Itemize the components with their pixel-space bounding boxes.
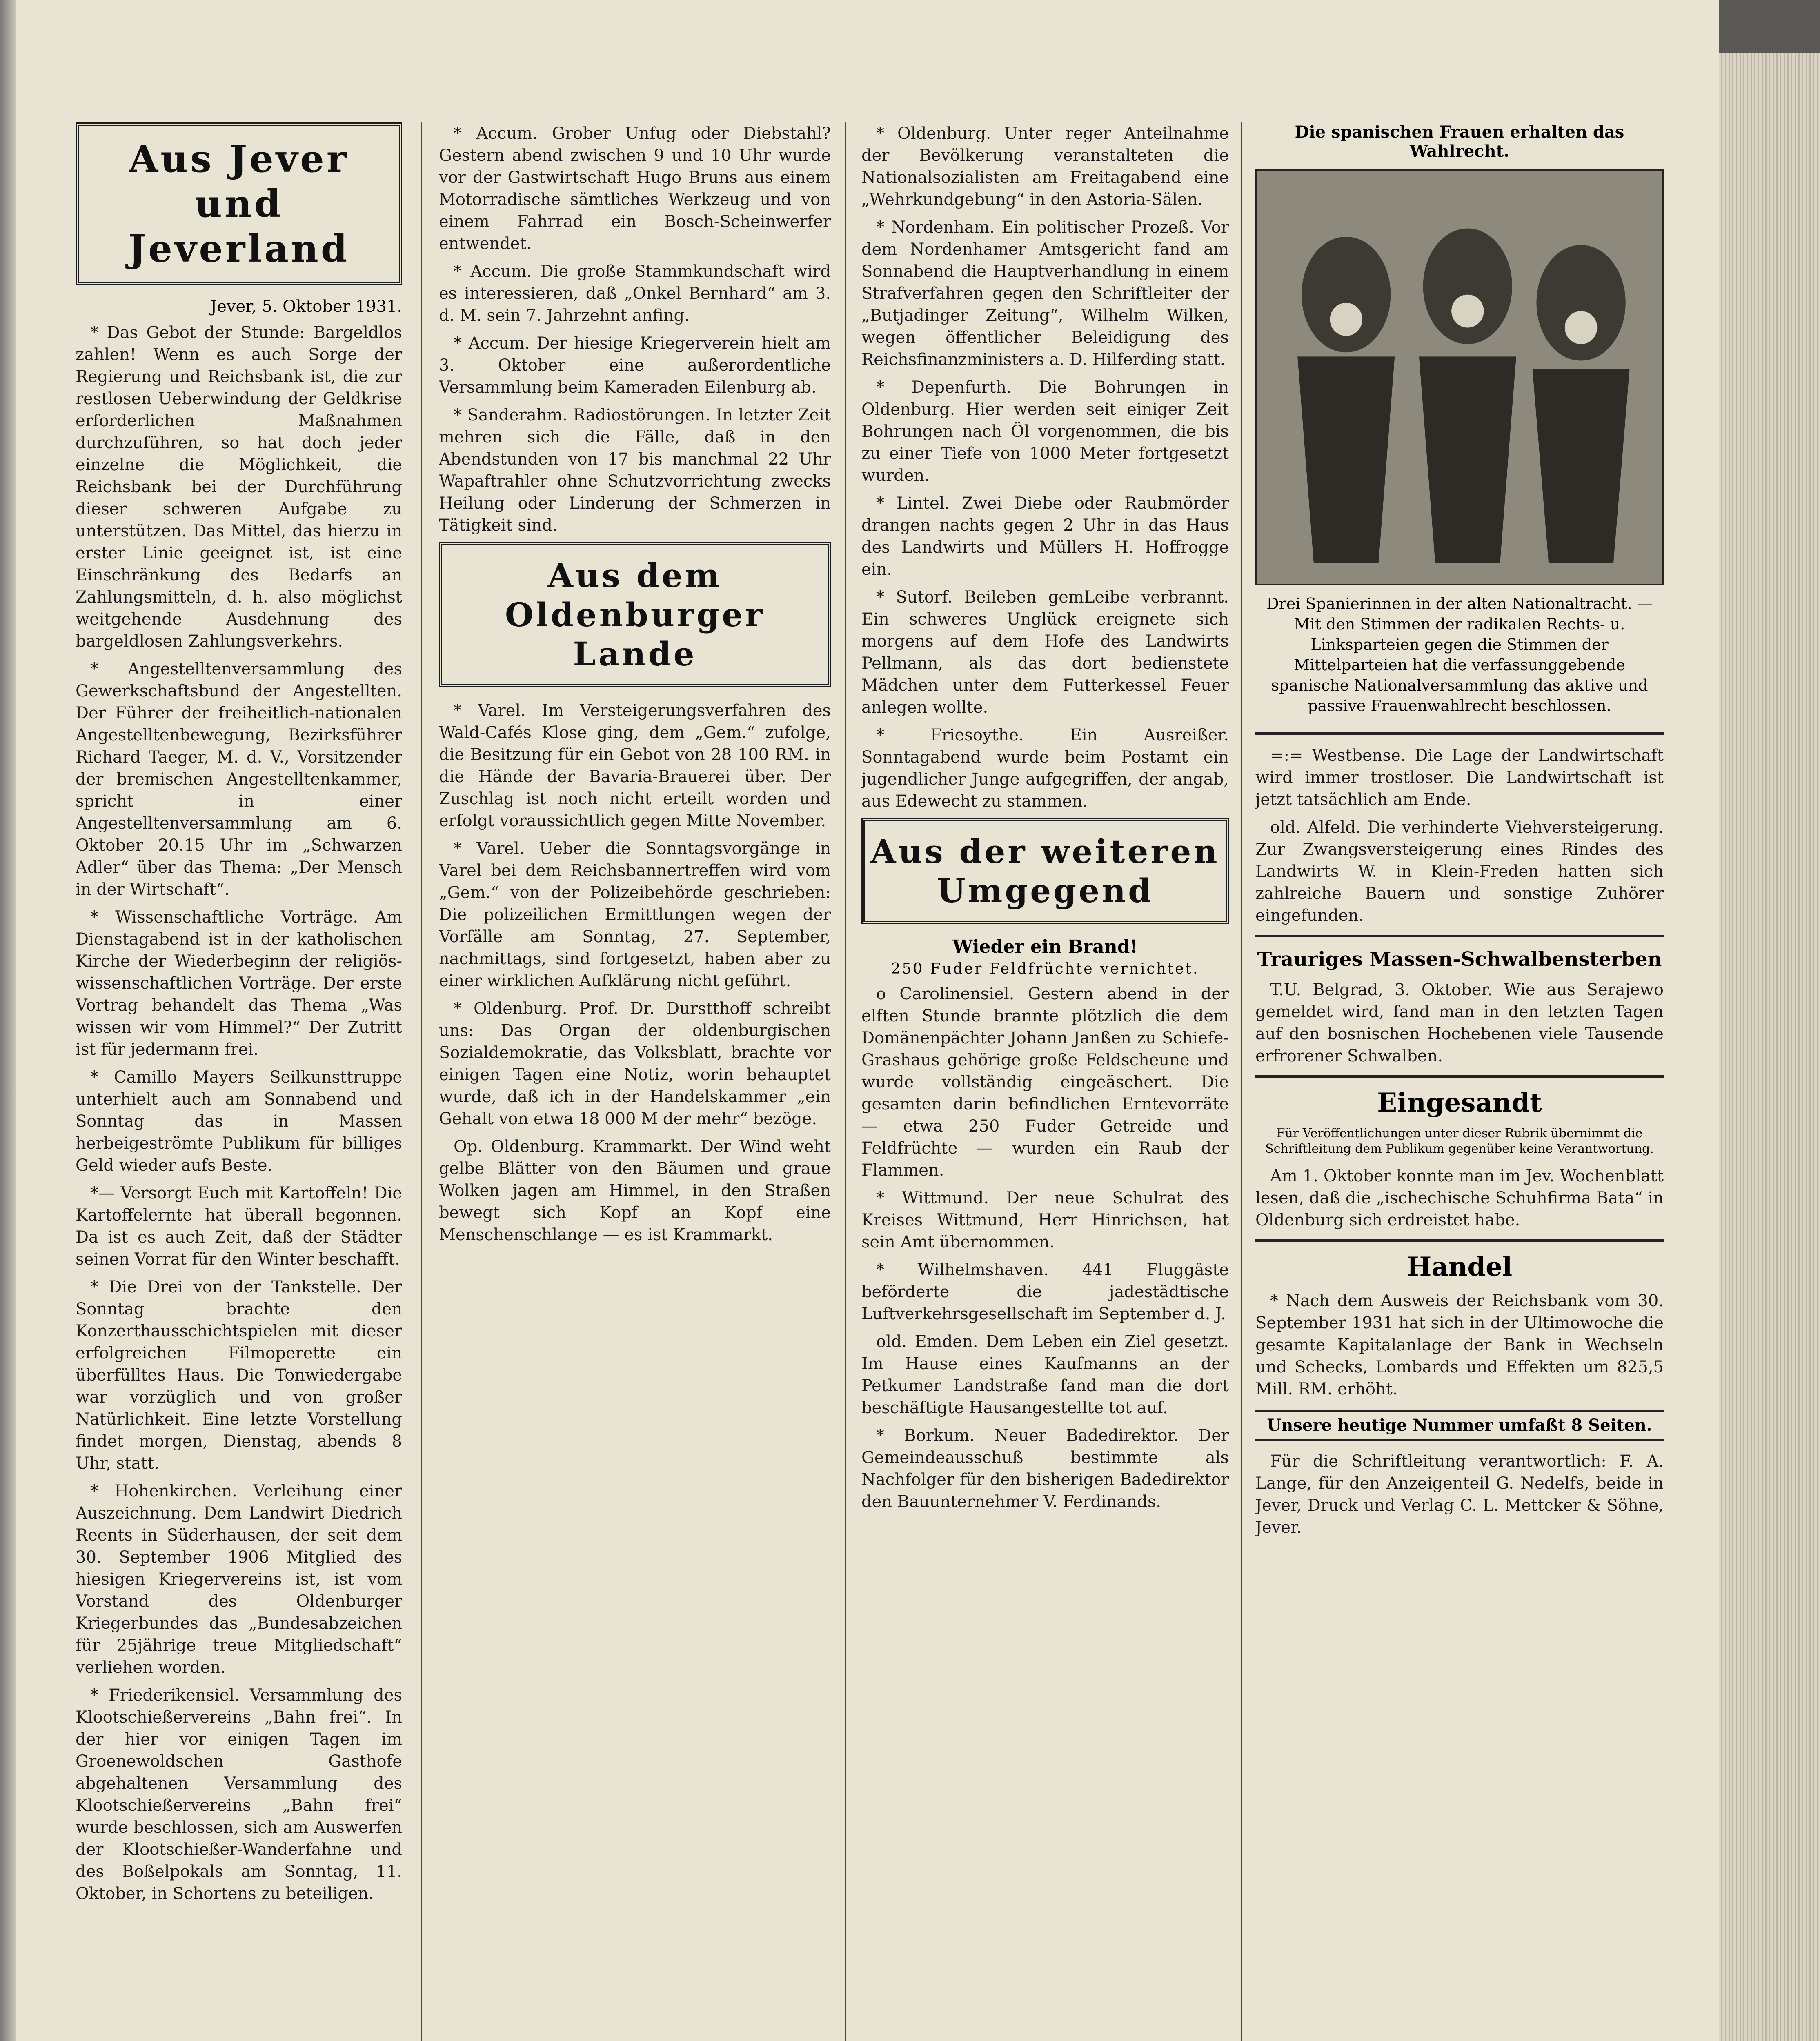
article: * Varel. Im Versteigerungsverfahren des Wald-Cafés Klose ging, dem „Gem.“ zufolge, die Besitzung für ein Gebot von 28 100 RM. in die Hände der Bavaria-Brauerei über. Der Zuschlag ist noch nicht erteilt worden und erfolgt voraussichtlich gegen Mitte November. — [439, 701, 831, 830]
column-2 — [439, 122, 831, 2041]
article: * Friesoythe. Ein Ausreißer. Sonntagabend wurde beim Postamt ein jugendlicher Junge aufgegriffen, der angab, aus Edewecht zu stammen. — [861, 726, 1229, 811]
article: * Die Drei von der Tankstelle. Der Sonntag brachte den Konzerthausschichtspielen mit dieser erfolgreichen Filmoperette ein überfülltes Haus. Die Tonwiedergabe war vorzüglich und von großer Natürlichkeit. Eine letzte Vorstellung findet morgen, Dienstag, abends 8 Uhr, statt. — [76, 1278, 402, 1473]
photo-title: Die spanischen Frauen erhalten das Wahlrecht. — [1295, 122, 1624, 161]
divider — [1255, 732, 1664, 735]
article: * Nach dem Ausweis der Reichsbank vom 30. September 1931 hat sich in der Ultimowoche die gesamte Kapitalanlage der Bank in Wechseln und Schecks, Lombards und Effekten um 825,5 Mill. RM. erhöht. — [1255, 1292, 1664, 1398]
column-3 — [861, 122, 1229, 2041]
article: * Friederikensiel. Versammlung des Klootschießervereins „Bahn frei“. In der hier vor einigen Tagen im Groenewoldschen Gasthofe abgehaltenen Versammlung des Klootschießervereins „Bahn frei“ wurde beschlossen, sich am Auswerfen der Klootschießer-Wanderfahne und des Boßelpokals am Sonntag, 11. Oktober, in Schortens zu beteiligen. — [76, 1686, 402, 1903]
column-1 — [76, 122, 402, 2041]
article: * Lintel. Zwei Diebe oder Raubmörder drangen nachts gegen 2 Uhr in das Haus des Landwirts und Müllers H. Hoffrogge ein. — [861, 494, 1229, 579]
article: Op. Oldenburg. Krammarkt. Der Wind weht gelbe Blätter von den Bäumen und graue Wolken jagen am Himmel, in den Straßen bewegt sich Kopf an Kopf eine Menschenschlange — es ist Krammarkt. — [439, 1137, 831, 1244]
article: * Accum. Der hiesige Kriegerverein hielt am 3. Oktober eine außerordentliche Versammlung beim Kameraden Eilenburg ab. — [439, 334, 831, 397]
article: * Varel. Ueber die Sonntagsvorgänge in Varel bei dem Reichsbannertreffen wird vom „Gem.“ von der Polizeibehörde geschrieben: Die polizeilichen Ermittlungen wegen der Vorfälle am Sonntag, 27. September, nachmittags, sind fortgesetzt, haben aber zu einer wirklichen Aufklärung nicht geführt. — [439, 839, 831, 990]
column-rule — [421, 122, 422, 2041]
article: old. Emden. Dem Leben ein Ziel gesetzt. Im Hause eines Kaufmanns an der Petkumer Landstraße fand man die dort beschäftigte Hausangestellte tot auf. — [861, 1332, 1229, 1417]
section-head-eingesandt: Eingesandt — [1255, 1075, 1664, 1118]
article: * Accum. Grober Unfug oder Diebstahl? Gestern abend zwischen 9 und 10 Uhr wurde vor der Gastwirtschaft Hugo Bruns aus einem Motorradische sämtliches Werkzeug und von einem Fahrrad ein Bosch-Scheinwerfer entwendet. — [439, 124, 831, 253]
article: * Borkum. Neuer Badedirektor. Der Gemeindeausschuß bestimmte als Nachfolger für den bisherigen Badedirektor den Bauunternehmer V. Ferdinands. — [861, 1426, 1229, 1511]
column-rule — [845, 122, 846, 2041]
dateline: Jever, 5. Oktober 1931. — [210, 297, 402, 316]
column-rule — [1241, 122, 1242, 2041]
article: * Depenfurth. Die Bohrungen in Oldenburg. Hier werden seit einiger Zeit Bohrungen nach Öl vorgenommen, die bis zu einer Tiefe von 1000 Meter fortgesetzt wurden. — [861, 378, 1229, 485]
article: *— Versorgt Euch mit Kartoffeln! Die Kartoffelernte hat überall begonnen. Da ist es auch Zeit, daß der Städter seinen Vorrat für den Winter beschafft. — [76, 1184, 402, 1269]
article: * Hohenkirchen. Verleihung einer Auszeichnung. Dem Landwirt Diedrich Reents in Süderhausen, der seit dem 30. September 1906 Mitglied des hiesigen Kriegervereins ist, ist vom Vorstand des Oldenburger Kriegerbundes das „Bundesabzeichen für 25jährige treue Mitgliedschaft“ verliehen worden. — [76, 1482, 402, 1677]
section-head-handel: Handel — [1255, 1239, 1664, 1283]
photo-placeholder-icon — [1257, 171, 1662, 584]
photo-caption: Drei Spanierinnen in der alten Nationaltracht. — Mit den Stimmen der radikalen Rechts- u. Linksparteien gegen die Stimmen der Mittelparteien hat die verfassunggebende spanische Nationalversammlung das aktive und passive Frauenwahlrecht beschlossen. — [1266, 595, 1653, 715]
photo-spanish-women — [1255, 169, 1664, 585]
article: * Sanderahm. Radiostörungen. In letzter Zeit mehren sich die Fälle, daß in den Abendstunden von 17 bis manchmal 22 Uhr Wapaftrahler ohne Schutzvorrichtung zwecks Heilung oder Linderung der Schmerzen in Tätigkeit sind. — [439, 406, 831, 535]
page-binding — [0, 0, 16, 2041]
article: * Oldenburg. Unter reger Anteilnahme der Bevölkerung veranstalteten die Nationalsozialisten am Freitagabend eine „Wehrkundgebung“ in den Astoria-Sälen. — [861, 124, 1229, 209]
article: old. Alfeld. Die verhinderte Viehversteigerung. Zur Zwangsversteigerung eines Rindes des Landwirts W. in Klein-Freden hatten sich zahlreiche Bauern und sonstige Zuhörer eingefunden. — [1255, 818, 1664, 925]
article: * Wissenschaftliche Vorträge. Am Dienstagabend ist in der katholischen Kirche der Wiederbeginn der religiös-wissenschaftlichen Vorträge. Der erste Vortrag behandelt das Thema „Was wissen wir vom Himmel?“ Der Zutritt ist für jedermann frei. — [76, 908, 402, 1059]
article-headline: Wieder ein Brand! — [952, 936, 1138, 957]
article-subheadline: 250 Fuder Feldfrüchte vernichtet. — [891, 960, 1199, 977]
column-4 — [1255, 122, 1664, 2041]
article: o Carolinensiel. Gestern abend in der elften Stunde brannte plötzlich die dem Domänenpächter Johann Janßen zu Schiefe-Grashaus gehörige große Feldscheune und wurde vollständig eingeäschert. Die gesamten darin befindlichen Erntevorräte — etwa 250 Fuder Getreide und Feldfrüchte — wurden ein Raub der Flammen. — [861, 985, 1229, 1180]
article: * Wittmund. Der neue Schulrat des Kreises Wittmund, Herr Hinrichsen, hat sein Amt übernommen. — [861, 1189, 1229, 1252]
section-head-jever: Aus Jever und Jeverland — [76, 122, 402, 285]
article: * Nordenham. Ein politischer Prozeß. Vor dem Nordenhamer Amtsgericht fand am Sonnabend die Hauptverhandlung in einem Strafverfahren gegen den Schriftleiter der „Butjadinger Zeitung“, Wilhelm Wilken, wegen öffentlicher Beleidigung des Reichsfinanzministers a. D. Hilferding statt. — [861, 218, 1229, 369]
article: * Angestelltenversammlung des Gewerkschaftsbund der Angestellten. Der Führer der freiheitlich-nationalen Angestelltenbewegung, Bezirksführer Richard Taeger, M. d. V., Vorsitzender der bremischen Angestelltenkammer, spricht in einer Angestelltenversammlung am 6. Oktober 20.15 Uhr im „Schwarzen Adler“ über das Thema: „Der Mensch in der Wirtschaft“. — [76, 660, 402, 899]
article: * Sutorf. Beileben gemLeibe verbrannt. Ein schweres Unglück ereignete sich morgens auf dem Hofe des Landwirts Pellmann, als das dort bedienstete Mädchen unter dem Futterkessel Feuer anlegen wollte. — [861, 588, 1229, 717]
section-head-schwalben: Trauriges Massen-Schwalbensterben — [1255, 935, 1664, 972]
rubric-note: Für Veröffentlichungen unter dieser Rubrik übernimmt die Schriftleitung dem Publikum gegenüber keine Verantwortung. — [1265, 1126, 1654, 1156]
page-stack-edge — [1719, 53, 1820, 2041]
article: T.U. Belgrad, 3. Oktober. Wie aus Serajewo gemeldet wird, fand man in den letzten Tagen auf den bosnischen Hochebenen viele Tausende erfrorener Schwalben. — [1255, 980, 1664, 1065]
section-head-umgegend: Aus der weiteren Umgegend — [861, 818, 1229, 924]
article: =:= Westbense. Die Lage der Landwirtschaft wird immer trostloser. Die Landwirtschaft ist jetzt tatsächlich am Ende. — [1255, 746, 1664, 809]
article: * Oldenburg. Prof. Dr. Durstthoff schreibt uns: Das Organ der oldenburgischen Sozialdemokratie, das Volksblatt, brachte vor einigen Tagen eine Notiz, worin behauptet wurde, daß ich in der Handelskammer „ein Gehalt von etwa 18 000 M der mehr“ bezöge. — [439, 999, 831, 1128]
section-head-oldenburg: Aus dem Oldenburger Lande — [439, 542, 831, 687]
article: * Das Gebot der Stunde: Bargeldlos zahlen! Wenn es auch Sorge der Regierung und Reichsbank ist, die zur restlosen Ueberwindung der Geldkrise erforderlichen Maßnahmen durchzuführen, so hat doch jeder einzelne die Möglichkeit, die Reichsbank bei der Durchführung dieser schweren Aufgabe zu unterstützen. Das Mittel, das hierzu in erster Linie geeignet ist, ist eine Einschränkung des Bedarfs an Zahlungsmitteln, d. h. also möglichst weitgehende Ausdehnung des bargeldlosen Zahlungsverkehrs. — [76, 323, 402, 651]
article: * Camillo Mayers Seilkunsttruppe unterhielt auch am Sonnabend und Sonntag das in Massen herbeigeströmte Publikum für billiges Geld wieder aufs Beste. — [76, 1068, 402, 1175]
page-count-notice: Unsere heutige Nummer umfaßt 8 Seiten. — [1255, 1410, 1664, 1441]
article: * Accum. Die große Stammkundschaft wird es interessieren, daß „Onkel Bernhard“ am 3. d. M. sein 7. Jahrzehnt anfing. — [439, 262, 831, 325]
article: Am 1. Oktober konnte man im Jev. Wochenblatt lesen, daß die „ischechische Schuhfirma Bata“ in Oldenburg sich erdreistet habe. — [1255, 1167, 1664, 1229]
article: * Wilhelmshaven. 441 Fluggäste beförderte die jadestädtische Luftverkehrsgesellschaft im September d. J. — [861, 1261, 1229, 1323]
imprint: Für die Schriftleitung verantwortlich: F. A. Lange, für den Anzeigenteil G. Nedelfs, beide in Jever, Druck und Verlag C. L. Mettcker & Söhne, Jever. — [1255, 1452, 1664, 1537]
